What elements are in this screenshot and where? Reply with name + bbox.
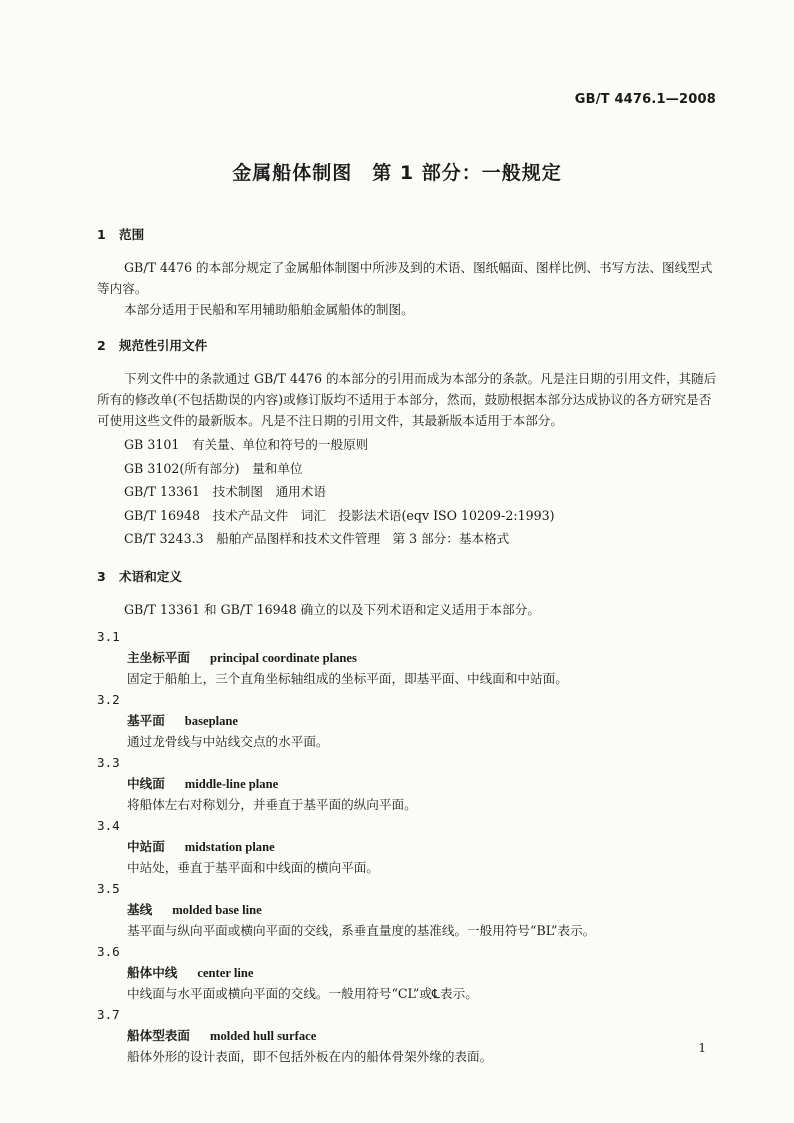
- section-title: 范围: [119, 227, 145, 242]
- term-number: 3.4: [97, 817, 120, 833]
- term-zh: 主坐标平面: [127, 649, 190, 665]
- paragraph: GB/T 13361 和 GB/T 16948 确立的以及下列术语和定义适用于本部分。: [124, 601, 540, 617]
- section-number: 3: [97, 568, 106, 584]
- term-definition: 将船体左右对称划分，并垂直于基平面的纵向平面。: [127, 796, 417, 812]
- term-name: [97, 647, 717, 668]
- standard-number: GB/T 4476.1—2008: [574, 92, 716, 107]
- term-number: 3.3: [97, 754, 120, 770]
- term-zh: 船体中线: [127, 964, 178, 980]
- term-number: 3.1: [97, 628, 120, 644]
- reference-item: GB 3102(所有部分) 量和单位: [124, 460, 303, 476]
- term-name: [97, 1025, 717, 1046]
- term-en: baseplane: [184, 713, 238, 728]
- reference-item: GB/T 16948 技术产品文件 词汇 投影法术语(eqv ISO 10209-2:1993): [124, 507, 555, 523]
- section-number: 2: [97, 338, 106, 353]
- term-definition: 通过龙骨线与中站线交点的水平面。: [127, 733, 329, 749]
- term-name: [97, 836, 717, 857]
- section-title: 术语和定义: [119, 568, 182, 584]
- term-entry: [97, 752, 717, 815]
- term-en: molded base line: [172, 902, 262, 917]
- term-zh: 中线面: [127, 775, 165, 791]
- term-definition: 船体外形的设计表面，即不包括外板在内的船体骨架外缘的表面。: [127, 1048, 493, 1064]
- term-zh: 中站面: [127, 838, 165, 854]
- paragraph: GB/T 4476 的本部分规定了金属船体制图中所涉及到的术语、图纸幅面、图样比例、书写方法、图线型式等内容。: [97, 260, 713, 296]
- term-number: 3.6: [97, 943, 120, 959]
- term-entry: [97, 941, 717, 1004]
- term-zh: 船体型表面: [127, 1027, 190, 1043]
- section-number: 1: [97, 227, 106, 242]
- term-entry: [97, 626, 717, 689]
- term-en: molded hull surface: [209, 1028, 317, 1043]
- term-definition: 固定于船舶上，三个直角坐标轴组成的坐标平面，即基平面、中线面和中站面。: [127, 670, 568, 686]
- term-en: middle-line plane: [184, 776, 279, 791]
- section-title: 规范性引用文件: [119, 338, 208, 353]
- term-en: midstation plane: [184, 839, 275, 854]
- paragraph: 本部分适用于民船和军用辅助船舶金属船体的制图。: [124, 302, 414, 317]
- term-number: 3.5: [97, 880, 120, 896]
- reference-item: GB 3101 有关量、单位和符号的一般原则: [124, 437, 369, 452]
- term-definition: 中线面与水平面或横向平面的交线。一般用符号“CL”或℄表示。: [127, 985, 478, 1001]
- term-name: [97, 773, 717, 794]
- term-entry: [97, 689, 717, 752]
- term-definition: 中站处，垂直于基平面和中线面的横向平面。: [127, 859, 379, 875]
- document-body: [97, 224, 717, 1067]
- term-zh: 基线: [127, 901, 153, 917]
- term-entry: [97, 815, 717, 878]
- term-en: center line: [197, 965, 254, 980]
- page-number: 1: [698, 1041, 706, 1055]
- term-name: [97, 962, 717, 983]
- section-heading-normative: [97, 335, 717, 356]
- section-heading-terms: [97, 566, 717, 587]
- term-name: [97, 710, 717, 731]
- term-name: [97, 899, 717, 920]
- reference-item: GB/T 13361 技术制图 通用术语: [124, 484, 326, 499]
- term-number: 3.7: [97, 1006, 120, 1022]
- term-definition: 基平面与纵向平面或横向平面的交线，系垂直量度的基准线。一般用符号“BL”表示。: [127, 922, 596, 938]
- term-entry: [97, 878, 717, 941]
- term-zh: 基平面: [127, 712, 165, 728]
- paragraph: 下列文件中的条款通过 GB/T 4476 的本部分的引用而成为本部分的条款。凡是注日期的引用文件，其随后所有的修改单(不包括勘误的内容)或修订版均不适用于本部分，然而，鼓励根据本部分达成协议的各方研究是否可使用这些文件的最新版本。凡是不注日期的引用文件，其最新版本适用于本部分。: [97, 371, 717, 428]
- term-number: 3.2: [97, 691, 120, 707]
- term-en: principal coordinate planes: [209, 650, 357, 665]
- section-heading-scope: [97, 224, 717, 245]
- document-title: 金属船体制图 第 1 部分：一般规定: [232, 162, 562, 184]
- reference-item: CB/T 3243.3 船舶产品图样和技术文件管理 第 3 部分：基本格式: [124, 531, 510, 546]
- term-entry: [97, 1004, 717, 1067]
